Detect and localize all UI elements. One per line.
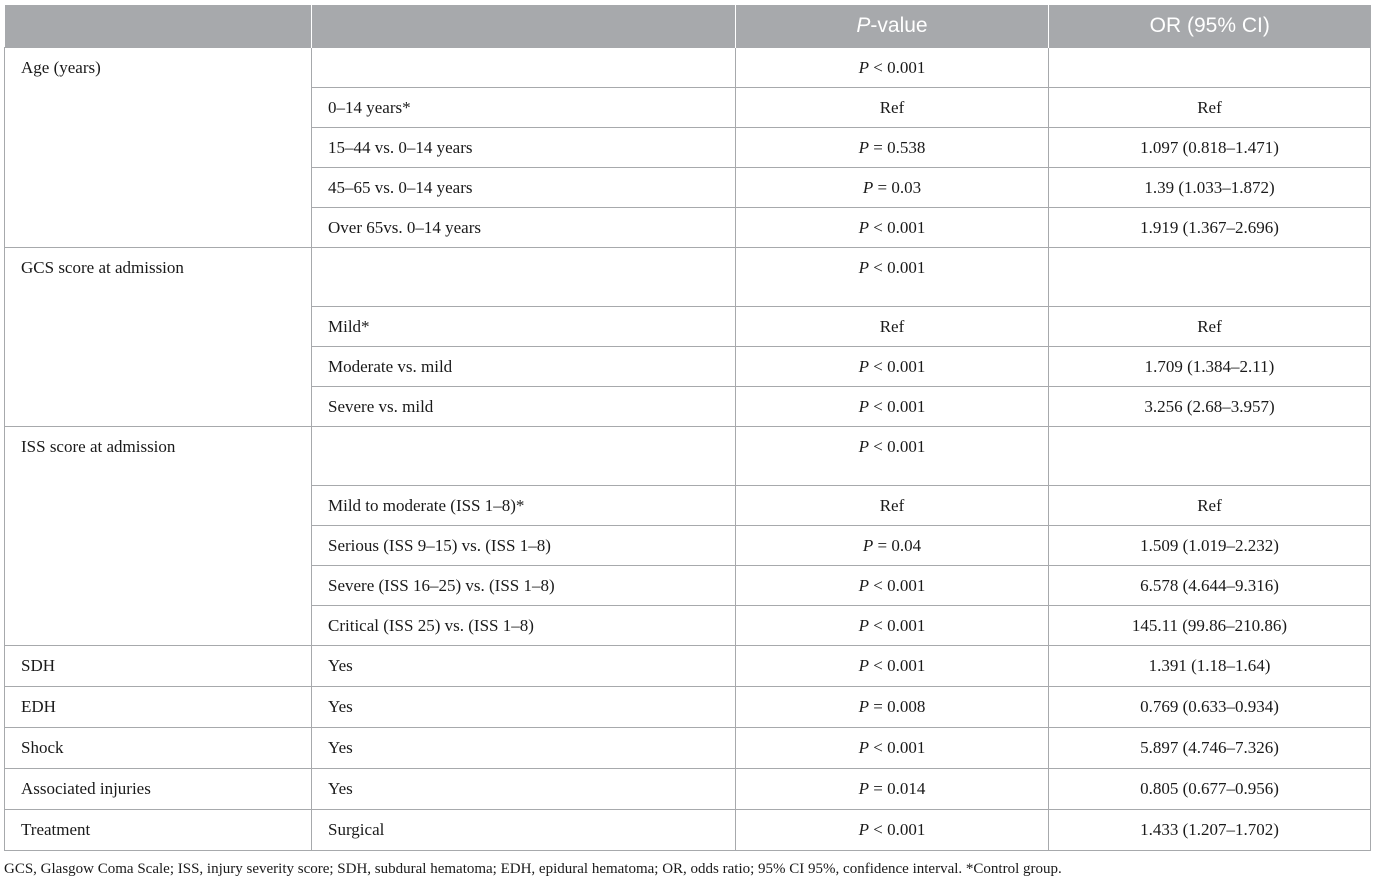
variable-label: Age (years) xyxy=(5,48,312,248)
category-cell: Over 65vs. 0–14 years xyxy=(312,208,736,248)
category-cell xyxy=(312,48,736,88)
or-ci-cell: 145.11 (99.86–210.86) xyxy=(1049,606,1371,646)
p-value-cell: P < 0.001 xyxy=(736,646,1049,687)
category-cell: Severe vs. mild xyxy=(312,387,736,427)
variable-label: Treatment xyxy=(5,810,312,851)
category-cell: Yes xyxy=(312,728,736,769)
or-ci-cell: 0.805 (0.677–0.956) xyxy=(1049,769,1371,810)
or-ci-cell: 0.769 (0.633–0.934) xyxy=(1049,687,1371,728)
category-cell: 0–14 years* xyxy=(312,88,736,128)
category-cell xyxy=(312,248,736,307)
table-row xyxy=(5,810,1371,851)
p-value-cell: Ref xyxy=(736,486,1049,526)
variable-label: ISS score at admission xyxy=(5,427,312,646)
header-variable xyxy=(5,5,312,48)
table-row xyxy=(5,769,1371,810)
category-cell xyxy=(312,427,736,486)
odds-ratio-table xyxy=(4,5,1371,851)
table-row xyxy=(5,646,1371,687)
results-table-container xyxy=(4,5,1370,851)
or-ci-cell: 3.256 (2.68–3.957) xyxy=(1049,387,1371,427)
or-ci-cell: 1.709 (1.384–2.11) xyxy=(1049,347,1371,387)
p-value-cell: P < 0.001 xyxy=(736,810,1049,851)
or-ci-cell: 6.578 (4.644–9.316) xyxy=(1049,566,1371,606)
p-value-cell: P < 0.001 xyxy=(736,606,1049,646)
or-ci-cell: 1.391 (1.18–1.64) xyxy=(1049,646,1371,687)
p-value-cell: P < 0.001 xyxy=(736,427,1049,486)
category-cell: Critical (ISS 25) vs. (ISS 1–8) xyxy=(312,606,736,646)
p-value-cell: P < 0.001 xyxy=(736,387,1049,427)
p-value-cell: P = 0.03 xyxy=(736,168,1049,208)
table-row xyxy=(5,248,1371,307)
category-cell: Severe (ISS 16–25) vs. (ISS 1–8) xyxy=(312,566,736,606)
category-cell: Yes xyxy=(312,687,736,728)
p-value-cell: P < 0.001 xyxy=(736,48,1049,88)
p-value-cell: P < 0.001 xyxy=(736,248,1049,307)
or-ci-cell xyxy=(1049,248,1371,307)
p-value-cell: P = 0.04 xyxy=(736,526,1049,566)
p-value-cell: P < 0.001 xyxy=(736,208,1049,248)
category-cell: Serious (ISS 9–15) vs. (ISS 1–8) xyxy=(312,526,736,566)
p-value-cell: P = 0.014 xyxy=(736,769,1049,810)
variable-label: Associated injuries xyxy=(5,769,312,810)
or-ci-cell: Ref xyxy=(1049,88,1371,128)
or-ci-cell: 1.39 (1.033–1.872) xyxy=(1049,168,1371,208)
table-row xyxy=(5,728,1371,769)
category-cell: 45–65 vs. 0–14 years xyxy=(312,168,736,208)
table-footnote: GCS, Glasgow Coma Scale; ISS, injury severity score; SDH, subdural hematoma; EDH, epidural hematoma; OR, odds ratio; 95% CI 95%, confidence interval. *Control group. xyxy=(4,861,1062,877)
category-cell: 15–44 vs. 0–14 years xyxy=(312,128,736,168)
table-row xyxy=(5,48,1371,88)
header-category xyxy=(312,5,736,48)
variable-label: Shock xyxy=(5,728,312,769)
header-or-ci: OR (95% CI) xyxy=(1049,5,1371,48)
category-cell: Mild* xyxy=(312,307,736,347)
table-row xyxy=(5,687,1371,728)
or-ci-cell xyxy=(1049,48,1371,88)
category-cell: Mild to moderate (ISS 1–8)* xyxy=(312,486,736,526)
or-ci-cell: 5.897 (4.746–7.326) xyxy=(1049,728,1371,769)
p-value-cell: P = 0.008 xyxy=(736,687,1049,728)
p-value-cell: P < 0.001 xyxy=(736,347,1049,387)
or-ci-cell: 1.919 (1.367–2.696) xyxy=(1049,208,1371,248)
variable-label: SDH xyxy=(5,646,312,687)
category-cell: Moderate vs. mild xyxy=(312,347,736,387)
or-ci-cell: 1.509 (1.019–2.232) xyxy=(1049,526,1371,566)
variable-label: EDH xyxy=(5,687,312,728)
category-cell: Yes xyxy=(312,769,736,810)
p-value-cell: Ref xyxy=(736,307,1049,347)
variable-label: GCS score at admission xyxy=(5,248,312,427)
p-value-cell: Ref xyxy=(736,88,1049,128)
or-ci-cell xyxy=(1049,427,1371,486)
p-value-cell: P < 0.001 xyxy=(736,728,1049,769)
table-row xyxy=(5,427,1371,486)
or-ci-cell: 1.097 (0.818–1.471) xyxy=(1049,128,1371,168)
category-cell: Yes xyxy=(312,646,736,687)
p-value-cell: P < 0.001 xyxy=(736,566,1049,606)
table-header-row xyxy=(5,5,1371,48)
category-cell: Surgical xyxy=(312,810,736,851)
header-p-value: P-value xyxy=(736,5,1049,48)
p-value-cell: P = 0.538 xyxy=(736,128,1049,168)
or-ci-cell: Ref xyxy=(1049,486,1371,526)
or-ci-cell: Ref xyxy=(1049,307,1371,347)
or-ci-cell: 1.433 (1.207–1.702) xyxy=(1049,810,1371,851)
